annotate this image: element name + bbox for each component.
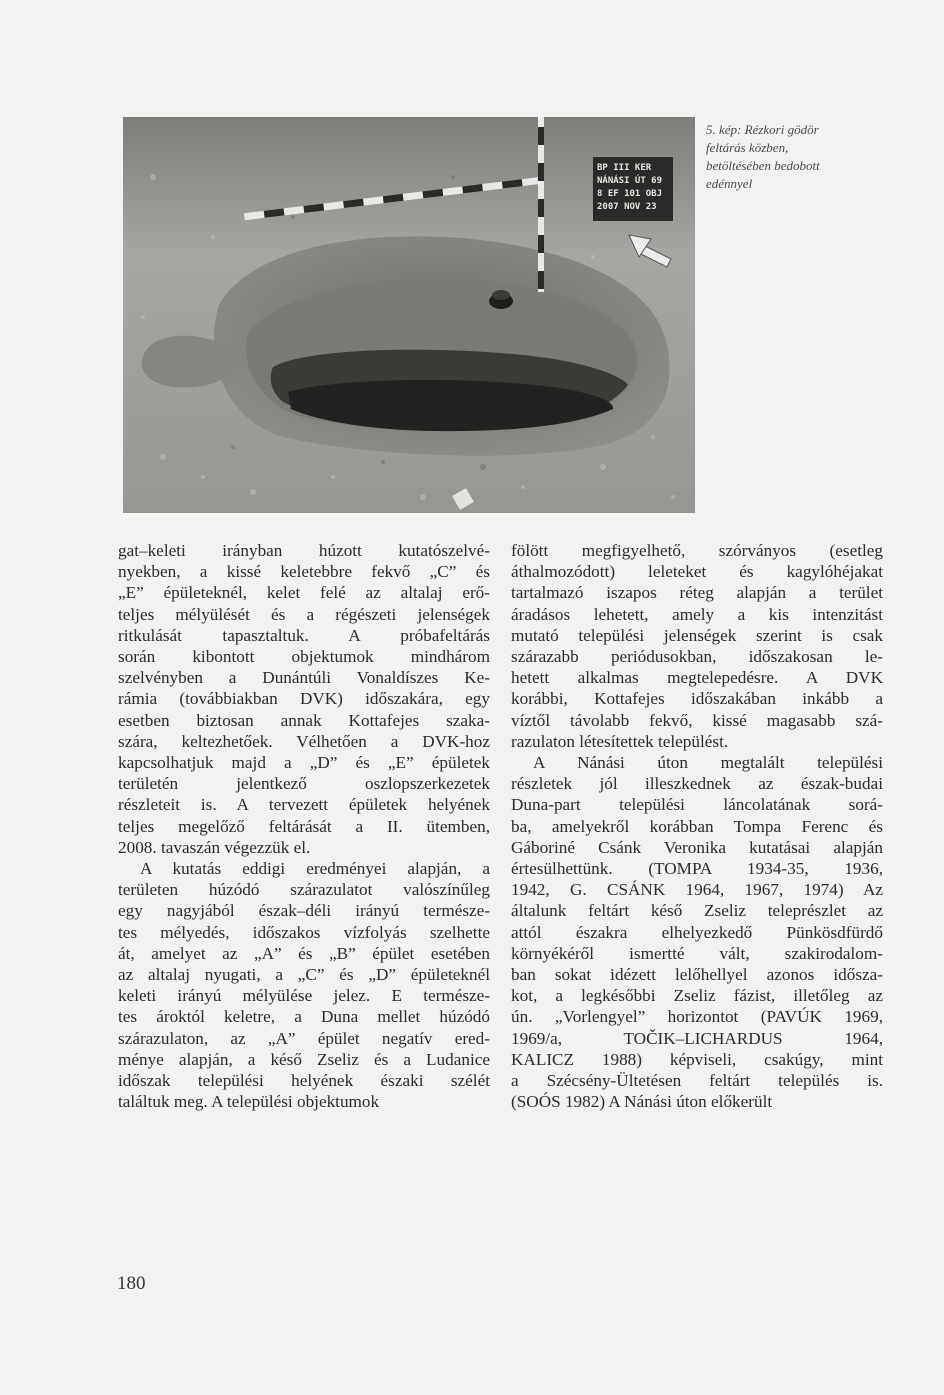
- right-text-column: [511, 540, 883, 1112]
- text-line: általunk feltárt késő Zseliz teleprészlet az: [511, 901, 883, 921]
- text-line: fölött megfigyelhető, szórványos (esetleg: [511, 541, 883, 560]
- text-line: időszak települési helyének északi szélét: [118, 1071, 490, 1091]
- caption-line: betöltésében bedobott: [706, 158, 820, 173]
- text-line: szárazulaton, az „A” épület negatív ered-: [118, 1028, 490, 1048]
- text-line: kot, a legkésőbbi Zseliz fázist, illetőleg az: [511, 986, 883, 1006]
- text-line: ban sokat idézett lelőhellyel azonos idősza-: [511, 965, 883, 985]
- text-line: 2008. tavaszán végezzük el.: [118, 837, 311, 857]
- figure-caption: [706, 121, 906, 193]
- text-line: területén jelentkező oszlopszerkezetek: [118, 774, 490, 794]
- text-line: nyekben, a kissé keletebbre fekvő „C” és: [118, 562, 490, 582]
- text-line: (SOÓS 1982) A Nánási úton előkerült: [511, 1092, 773, 1112]
- text-line: ba, amelyekről korábban Tompa Ferenc és: [511, 816, 883, 836]
- photo-sign-line-3: 8 EF 101 OBJ: [597, 189, 663, 199]
- photo-sign-line-2: NÁNÁSI ÚT 69: [597, 176, 663, 186]
- text-line: áthalmozódott) leleteket és kagylóhéjakat: [511, 562, 883, 582]
- text-line: keleti irányú mélyülése jelez. E természe-: [118, 986, 490, 1006]
- caption-line: 5. kép: Rézkori gödör: [706, 122, 819, 137]
- text-line: az altalaj nyugati, a „C” és „D” épületeknél: [118, 965, 490, 985]
- text-line: rámia (továbbiakban DVK) időszakára, egy: [118, 689, 490, 709]
- photo-sign-line-1: BP III KER: [597, 163, 652, 173]
- text-line: ritkulását tapasztaltuk. A próbafeltárás: [118, 625, 490, 645]
- text-line: víztől távolabb fekvő, kissé magasabb szá-: [511, 710, 883, 730]
- caption-line: edénnyel: [706, 176, 753, 191]
- text-line: a Szécsény-Ültetésen feltárt település is.: [511, 1071, 883, 1091]
- photo-sign-line-4: 2007 NOV 23: [597, 202, 657, 212]
- text-line: 1969/a, TOČIK–LICHARDUS 1964,: [511, 1028, 883, 1048]
- text-line: Gáboriné Csánk Veronika kutatásai alapján: [511, 837, 883, 857]
- text-line: 1942, G. CSÁNK 1964, 1967, 1974) Az: [511, 880, 883, 900]
- text-line: mutató települési jelenségek szerint is csak: [511, 625, 883, 645]
- text-line: kapcsolhatjuk majd a „D” és „E” épületek: [118, 753, 490, 773]
- text-line: KALICZ 1988) képviseli, csakúgy, mint: [511, 1049, 883, 1069]
- text-line: ménye alapján, a késő Zseliz és a Ludanice: [118, 1049, 490, 1069]
- text-line: egy nagyjából észak–déli irányú természe-: [118, 901, 490, 921]
- excavation-photo: [123, 117, 695, 513]
- text-line: szárazabb periódusokban, időszakosan le-: [511, 647, 883, 667]
- text-line: részletek jól illeszkednek az észak-budai: [511, 774, 883, 794]
- text-line: értesülhettünk. (TOMPA 1934-35, 1936,: [511, 859, 883, 879]
- left-text-column: [118, 540, 490, 1112]
- text-line: ún. „Vorlengyel” horizontot (PAVÚK 1969,: [511, 1007, 883, 1027]
- text-line: tes mélyedés, időszakos vízfolyás szelhette: [118, 922, 490, 942]
- caption-line: feltárás közben,: [706, 140, 789, 155]
- text-line: esetben biztosan annak Kottafejes szaka-: [118, 710, 490, 730]
- text-line: során kibontott objektumok mindhárom: [118, 647, 490, 667]
- text-line: Duna-part települési láncolatának sorá-: [511, 795, 883, 815]
- text-line: razulaton létesítettek települést.: [511, 731, 729, 751]
- text-line: környékéről ismertté vált, szakirodalom-: [511, 943, 883, 963]
- text-line: teljes megelőző feltárását a II. ütemben,: [118, 816, 490, 836]
- text-line: találtuk meg. A települési objektumok: [118, 1092, 380, 1112]
- text-line: részleteit is. A tervezett épületek helyének: [118, 795, 490, 815]
- text-line: „E” épületeknél, kelet felé az altalaj erő-: [118, 583, 490, 603]
- text-line: teljes mélyülését és a régészeti jelenségek: [118, 604, 490, 624]
- text-line: hetett alkalmas megtelepedésre. A DVK: [511, 668, 883, 688]
- text-line: gat–keleti irányban húzott kutatószelvé-: [118, 541, 490, 560]
- text-line: attól északra elhelyezkedő Pünkösdfürdő: [511, 922, 883, 942]
- text-line: tartalmazó iszapos réteg alapján a terület: [511, 583, 883, 603]
- text-line: szára, keltezhetőek. Vélhetően a DVK-hoz: [118, 731, 490, 751]
- text-line: A kutatás eddigi eredményei alapján, a: [140, 859, 490, 879]
- text-line: tes ároktól keletre, a Duna mellet húzódó: [118, 1007, 490, 1027]
- text-line: korábbi, Kottafejes időszakában inkább a: [511, 689, 883, 709]
- text-line: szelvényben a Dunántúli Vonaldíszes Ke-: [118, 668, 490, 688]
- text-line: át, amelyet az „A” és „B” épület esetében: [118, 943, 490, 963]
- text-line: áradásos lehetett, amely a kis intenzitást: [511, 604, 883, 624]
- text-line: A Nánási úton megtalált települési: [533, 753, 883, 773]
- page-number: 180: [117, 1273, 146, 1294]
- text-line: területen húzódó szárazulatot valószínűleg: [118, 880, 490, 900]
